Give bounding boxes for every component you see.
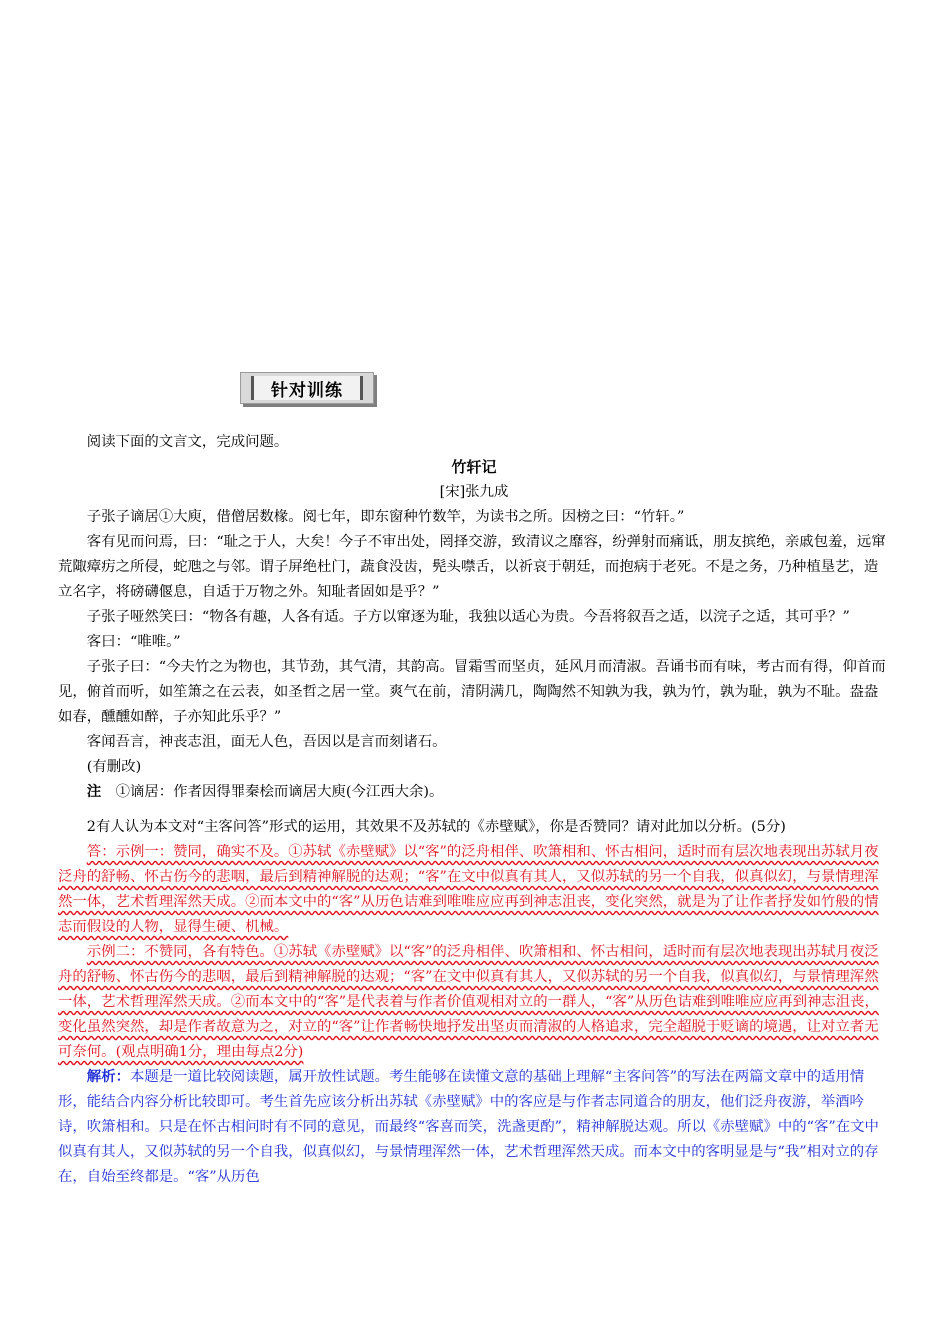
footnote <box>58 780 890 805</box>
explanation <box>58 1065 890 1190</box>
revised-note: (有删改) <box>86 759 142 775</box>
answer-example-2-text: 示例二：不赞同，各有特色。①苏轼《赤壁赋》以“客”的泛舟相伴、吹箫相和、怀古相问，适时而有层次地表现出苏轼月夜泛舟的舒畅、怀古伤今的悲咽，最后到精神解脱的达观；“客”在文中似真有其人，又似苏轼的另一个自我，似真似幻，与景情理浑然一体，艺术哲理浑然天成。②而本文中的“客”是代表着与作者价值观相对立的一群人，“客”从历色诘难到唯唯应应再到神志沮丧，变化虽然突然，却是作者故意为之，对立的“客”让作者畅快地抒发出坚贞而清淑的人格追求，完全超脱于贬谪的境遇，让对立者无可奈何。(观点明确1分，理由每点2分) <box>58 944 879 1060</box>
footnote-text: ①谪居：作者因得罪秦桧而谪居大庾(今江西大余)。 <box>115 784 444 800</box>
passage-title: 竹轩记 <box>451 458 497 476</box>
question: 2有人认为本文对“主客问答”形式的运用，其效果不及苏轼的《赤壁赋》，你是否赞同？请对此加以分析。(5分) <box>86 819 786 835</box>
content <box>58 430 890 1190</box>
explanation-label: 解析： <box>86 1069 130 1085</box>
passage-paragraph: 客闻吾言，神丧志沮，面无人色，吾因以是言而刻诸石。 <box>86 734 447 750</box>
explanation-text: 本题是一道比较阅读题，属开放性试题。考生能够在读懂文意的基础上理解“主客问答”的写法在两篇文章中的适用情形，能结合内容分析比较即可。考生首先应该分析出苏轼《赤壁赋》中的客应是与作者志同道合的朋友，他们泛舟夜游，举酒吟诗，吹箫相和。只是在怀古相问时有不同的意见，而最终“客喜而笑，洗盏更酌”，精神解脱达观。所以《赤壁赋》中的“客”在文中似真有其人，又似苏轼的另一个自我，似真似幻，与景情理浑然一体，艺术哲理浑然天成。而本文中的客明显是与“我”相对立的存在，自始至终都是。“客”从历色 <box>58 1069 879 1185</box>
answer-example-1 <box>58 840 890 940</box>
answer-example-1-text: 答：示例一：赞同，确实不及。①苏轼《赤壁赋》以“客”的泛舟相伴、吹箫相和、怀古相问，适时而有层次地表现出苏轼月夜泛舟的舒畅、怀古伤今的悲咽，最后到精神解脱的达观；“客”在文中似真有其人，又似苏轼的另一个自我，似真似幻，与景情理浑然一体，艺术哲理浑然天成。②而本文中的“客”从历色诘难到唯唯应应再到神志沮丧，变化突然，就是为了让作者抒发如竹般的情志而假设的人物，显得生硬、机械。 <box>58 844 879 935</box>
instruction: 阅读下面的文言文，完成问题。 <box>86 434 289 450</box>
section-badge-label: 针对训练 <box>251 376 363 400</box>
passage-author: [宋]张九成 <box>439 484 509 500</box>
passage-paragraph: 子张子哑然笑曰：“物各有趣，人各有适。子方以窜逐为耻，我独以适心为贵。今吾将叙吾之适，以浣子之适，其可乎？” <box>86 609 850 625</box>
passage-paragraph: 子张子谪居①大庾，借僧居数椽。阅七年，即东窗种竹数竿，为读书之所。因榜之曰：“竹轩。” <box>86 509 685 525</box>
footnote-label: 注 <box>86 784 102 800</box>
answer-example-2 <box>58 940 890 1065</box>
passage-paragraph: 子张子曰：“今夫竹之为物也，其节劲，其气清，其韵高。冒霜雪而坚贞，延风月而清淑。吾诵书而有味，考古而有得，仰首而见，俯首而听，如笙箫之在云表，如圣哲之居一堂。爽气在前，清阴满几，陶陶然不知孰为我，孰为竹，孰为耻，孰为不耻。盎盎如春，醺醺如醉，子亦知此乐乎？” <box>58 659 886 725</box>
section-badge <box>240 372 374 404</box>
passage-paragraph: 客有见而问焉，曰：“耻之于人，大矣！今子不审出处，罔择交游，致清议之靡容，纷弹射而痛诋，朋友摈绝，亲戚包羞，远窜荒陬瘴疠之所侵，蛇虺之与邻。谓子屏绝杜门，蔬食没齿，髡头噤舌，以祈哀于朝廷，而抱病于老死。不是之务，乃种植垦艺，造立名字，将磅礴偃息，自适于万物之外。知耻者固如是乎？” <box>58 534 886 600</box>
passage-paragraph: 客曰：“唯唯。” <box>86 634 181 650</box>
